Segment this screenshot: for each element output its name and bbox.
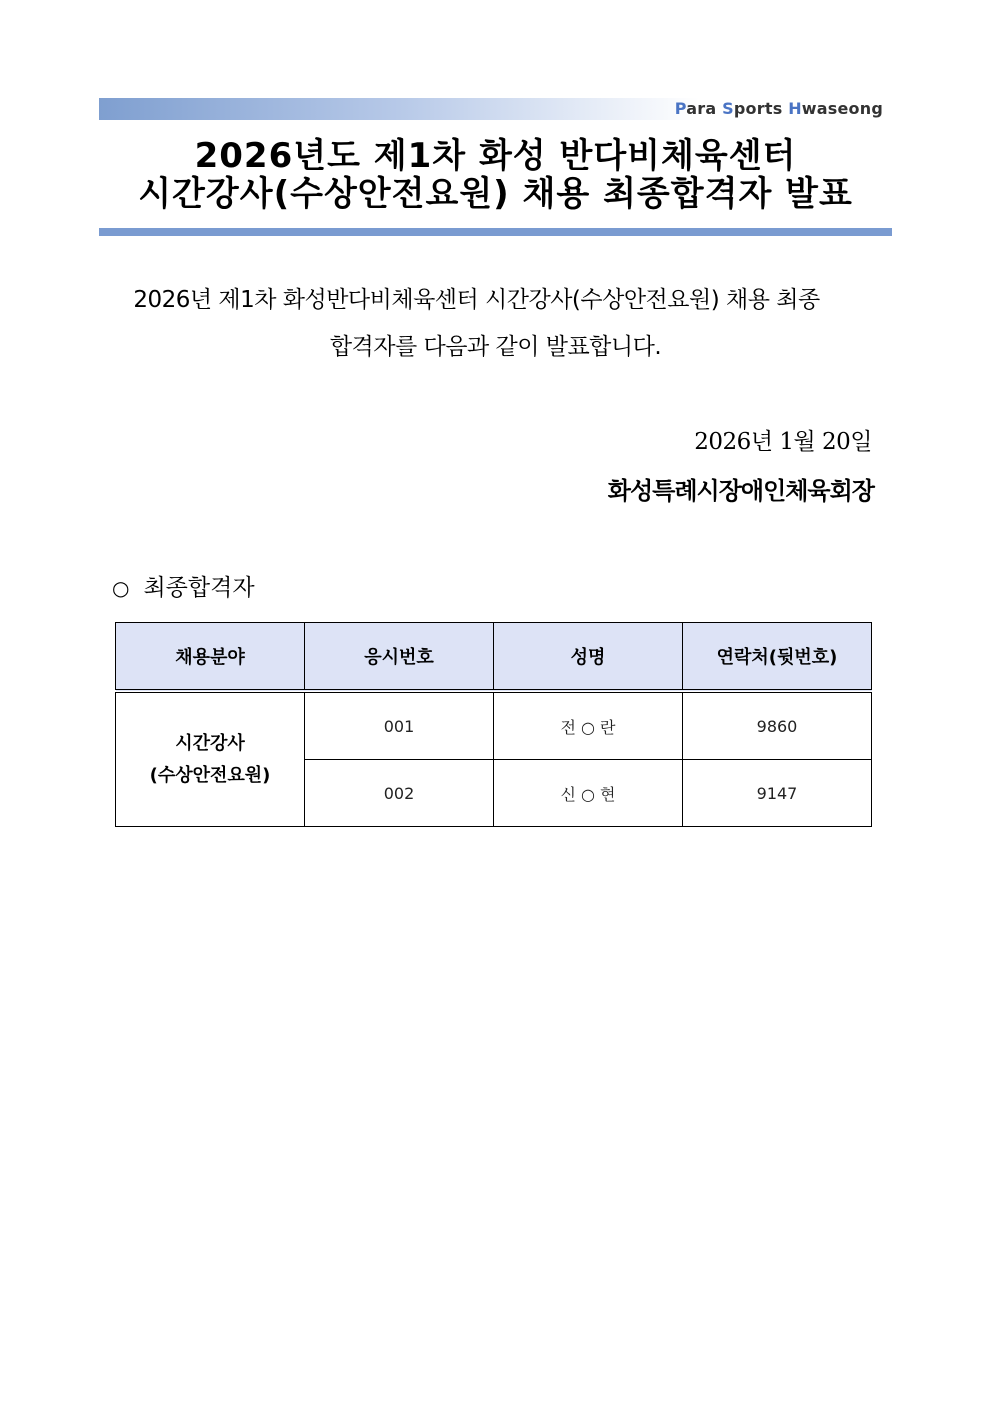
applicant-contact: 9860 — [683, 691, 872, 760]
field-cell — [116, 691, 305, 827]
circle-bullet-icon: ○ — [112, 576, 130, 600]
table-row — [116, 691, 872, 760]
intro-text-line-1: 2026년 제1차 화성반다비체육센터 시간강사(수상안전요원) 채용 최종 — [133, 287, 820, 313]
intro-text-line-2: 합격자를 다음과 같이 발표합니다. — [329, 334, 662, 360]
header-number: 응시번호 — [305, 623, 494, 692]
issuer-name: 화성특례시장애인체육회장 — [607, 476, 874, 505]
section-heading — [112, 569, 255, 602]
applicant-name: 신 ○ 현 — [494, 760, 683, 827]
header-contact: 연락처(뒷번호) — [683, 623, 872, 692]
document-title-line-2: 시간강사(수상안전요원) 채용 최종합격자 발표 — [138, 174, 853, 214]
field-line-2: (수상안전요원) — [149, 764, 271, 786]
header-gradient-band — [99, 98, 699, 120]
brand-logo-text: Para Sports Hwaseong — [674, 99, 883, 118]
table-header-row — [116, 623, 872, 692]
applicant-name: 전 ○ 란 — [494, 691, 683, 760]
applicant-contact: 9147 — [683, 760, 872, 827]
final-candidates-table — [115, 622, 872, 827]
document-title-line-1: 2026년도 제1차 화성 반다비체육센터 — [194, 136, 797, 176]
applicant-number: 001 — [305, 691, 494, 760]
header-field: 채용분야 — [116, 623, 305, 692]
announcement-date: 2026년 1월 20일 — [694, 429, 872, 455]
header-name: 성명 — [494, 623, 683, 692]
section-title: 최종합격자 — [143, 575, 255, 601]
applicant-number: 002 — [305, 760, 494, 827]
field-line-1: 시간강사 — [175, 732, 245, 754]
title-underline-band — [99, 228, 892, 236]
